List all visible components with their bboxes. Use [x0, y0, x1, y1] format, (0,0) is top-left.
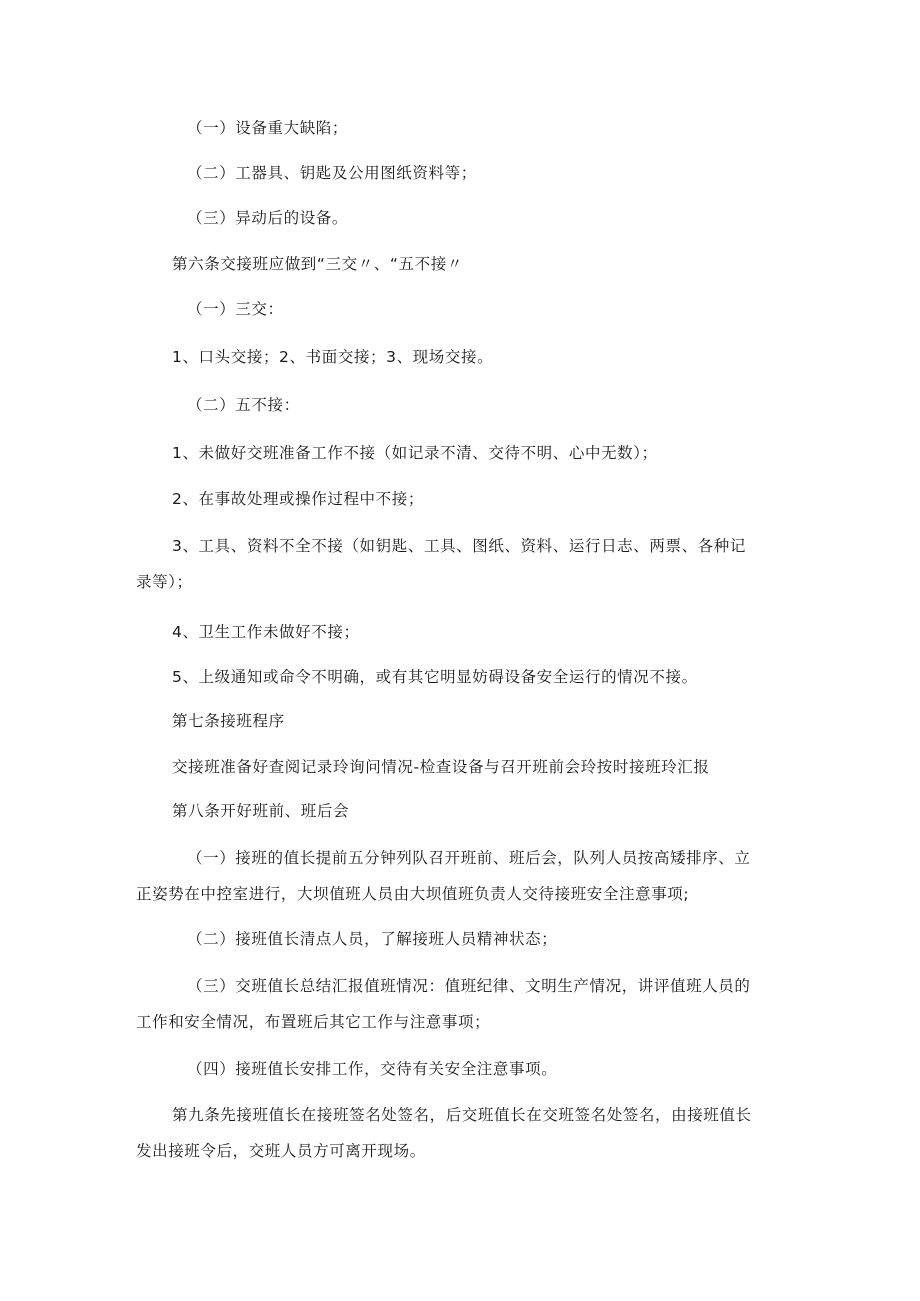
meeting-item-4: （四）接班值长安排工作，交待有关安全注意事项。	[187, 1060, 558, 1078]
item-tools-keys: （二）工器具、钥匙及公用图纸资料等；	[187, 164, 477, 182]
item-changed-equipment: （三）异动后的设备。	[187, 209, 349, 227]
meeting-item-1: （一）接班的值长提前五分钟列队召开班前、班后会，队列人员按高矮排序、立	[187, 849, 751, 867]
meeting-item-2: （二）接班值长清点人员，了解接班人员精神状态；	[187, 930, 558, 948]
no-accept-item-4: 4、卫生工作未做好不接；	[172, 623, 360, 641]
meeting-item-3: （三）交班值长总结汇报值班情况：值班纪律、文明生产情况，讲评值班人员的	[187, 977, 751, 995]
article-6-heading: 第六条交接班应做到“三交〃、“五不接〃	[172, 255, 463, 273]
item-equipment-defects: （一）设备重大缺陷；	[187, 119, 349, 137]
article-8-heading: 第八条开好班前、班后会	[172, 802, 350, 820]
no-accept-item-3-cont: 录等）；	[136, 573, 193, 591]
meeting-item-1-cont: 正姿势在中控室进行，大坝值班人员由大坝值班负责人交待接班安全注意事项;	[136, 885, 690, 903]
five-no-accept-heading: （二）五不接：	[187, 396, 300, 414]
no-accept-item-1: 1、未做好交班准备工作不接（如记录不清、交待不明、心中无数）；	[172, 444, 658, 462]
no-accept-item-5: 5、上级通知或命令不明确，或有其它明显妨碍设备安全运行的情况不接。	[172, 668, 698, 686]
meeting-item-3-cont: 工作和安全情况，布置班后其它工作与注意事项；	[136, 1013, 491, 1031]
no-accept-item-3: 3、工具、资料不全不接（如钥匙、工具、图纸、资料、运行日志、两票、各种记	[172, 537, 746, 555]
three-handover-items: 1、口头交接；2、书面交接；3、现场交接。	[172, 348, 494, 366]
no-accept-item-2: 2、在事故处理或操作过程中不接；	[172, 490, 424, 508]
article-7-heading: 第七条接班程序	[172, 712, 285, 730]
handover-procedure: 交接班准备好查阅记录玲询问情况-检查设备与召开班前会玲按时接班玲汇报	[172, 758, 710, 776]
article-9-cont: 发出接班令后，交班人员方可离开现场。	[136, 1142, 426, 1160]
three-handover-heading: （一）三交：	[187, 300, 284, 318]
article-9: 第九条先接班值长在接班签名处签名，后交班值长在交班签名处签名，由接班值长	[172, 1106, 752, 1124]
